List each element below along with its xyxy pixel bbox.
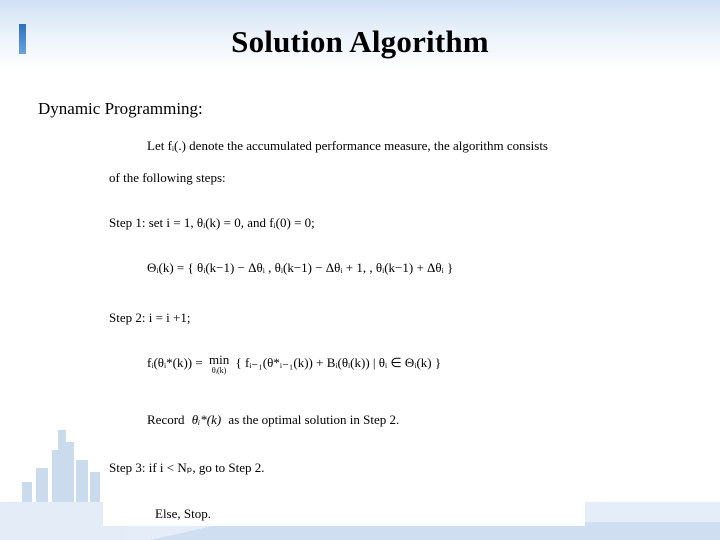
intro-line-2: of the following steps:: [109, 170, 226, 185]
min-label: min: [208, 352, 230, 367]
else-stop: Else, Stop.: [155, 506, 211, 521]
min-operator: [209, 354, 229, 376]
step-1: Step 1: set i = 1, θᵢ(k) = 0, and fᵢ(0) = 0;: [109, 215, 315, 230]
record-symbol: θᵢ*(k): [191, 412, 222, 427]
step-2-equation-lhs: fᵢ(θᵢ*(k)) =: [147, 355, 206, 370]
step-2-equation-rhs: { fᵢ₋₁(θ*ᵢ₋₁(k)) + Bᵢ(θᵢ(k)) | θᵢ ∈ Θᵢ(k) }: [235, 355, 442, 370]
step-2-equation: [147, 354, 441, 376]
step-2: Step 2: i = i +1;: [109, 310, 191, 325]
record-prefix: Record: [147, 412, 185, 427]
record-line: [147, 412, 399, 428]
intro-line-1: Let fᵢ(.) denote the accumulated performance measure, the algorithm consists: [147, 138, 548, 153]
step-1-equation: Θᵢ(k) = { θᵢ(k−1) − Δθᵢ , θᵢ(k−1) − Δθᵢ + 1, , θᵢ(k−1) + Δθᵢ }: [147, 260, 454, 275]
step-3: Step 3: if i < Nₚ, go to Step 2.: [109, 460, 265, 475]
record-suffix: as the optimal solution in Step 2.: [228, 412, 400, 427]
slide-subtitle: Dynamic Programming:: [38, 99, 203, 118]
slide-title: Solution Algorithm: [231, 24, 489, 59]
algorithm-panel: [103, 128, 585, 526]
min-subscript: θᵢ(k): [211, 366, 227, 375]
